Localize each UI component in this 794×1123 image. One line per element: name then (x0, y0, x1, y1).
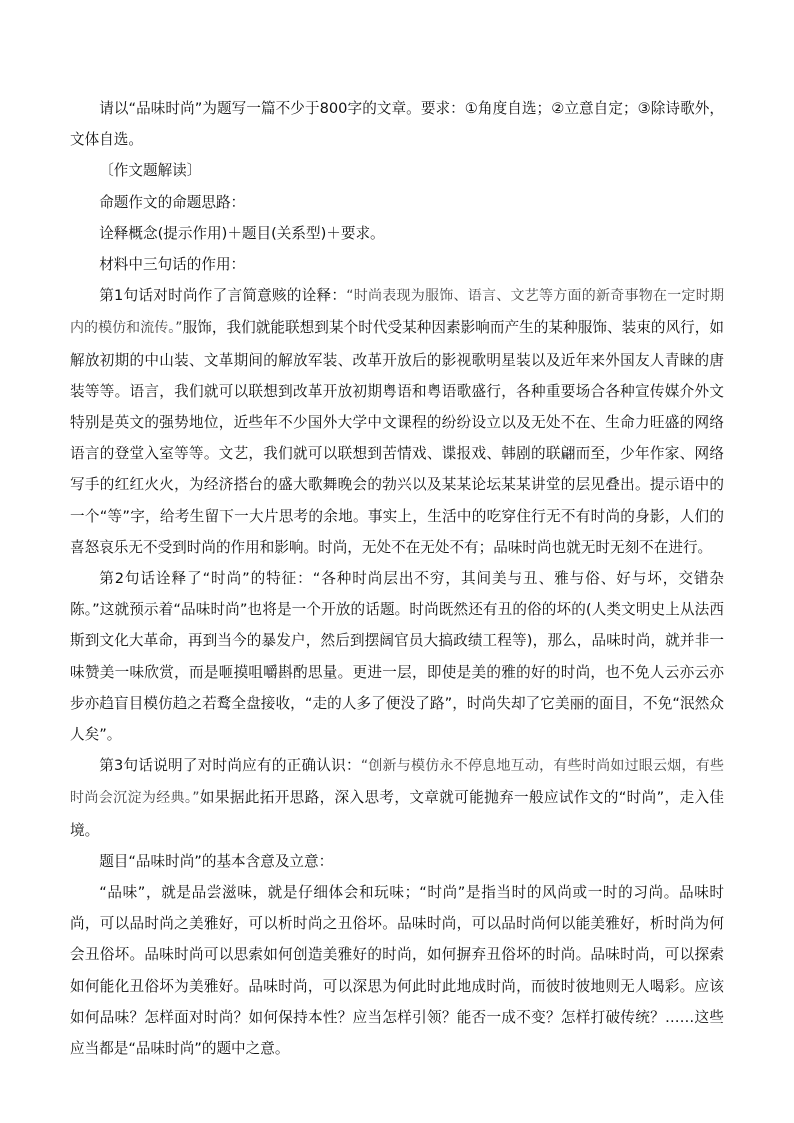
essay-prompt: 请以“品味时尚”为题写一篇不少于800字的文章。要求：①角度自选；②立意自定；③除诗歌外，文体自选。 (70, 100, 724, 149)
sentence-2-quote: “各种时尚层出不穷，其间美与丑、雅与俗、好与坏，交错杂陈。” (70, 570, 724, 619)
sentence-3-body: 如果据此拓开思路，深入思考，文章就可能抛弃一般应试作文的“时尚”，走入佳境。 (70, 789, 724, 839)
sentence-3-quote: “创新与模仿永不停息地互动，有些时尚如过眼云烟，有些时尚会沉淀为经典。” (70, 758, 724, 807)
sentence-1-body: 服饰，我们就能联想到某个时代受某种因素影响而产生的某种服饰、装束的风行，如解放初期的中山装、文革期间的解放军装、改革开放后的影视歌明星装以及近年来外国友人青睐的唐装等等。语言，我们就可以联想到改革开放初期粤语和粤语歌盛行，各种重要场合各种宣传媒介外文特别是英文的强势地位，近些年不少国外大学中文课程的纷纷设立以及无处不在、生命力旺盛的网络语言的登堂入室等等。文艺，我们就可以联想到苦情戏、谍报戏、韩剧的联翩而至，少年作家、网络写手的红红火火，为经济搭台的盛大歌舞晚会的勃兴以及某某论坛某某讲堂的层见叠出。提示语中的一个“等”字，给考生留下一大片思考的余地。事实上，生活中的吃穿住行无不有时尚的身影，人们的喜怒哀乐无不受到时尚的作用和影响。时尚，无处不在无处不有；品味时尚也就无时无刻不在进行。 (70, 319, 724, 556)
sentence-1-paragraph (70, 280, 724, 563)
approach-formula: 诠释概念(提示作用)＋题目(关系型)＋要求。 (99, 224, 385, 242)
section-heading-three-sentences: 材料中三句话的作用： (99, 256, 246, 274)
sentence-2-paragraph (70, 563, 724, 750)
sentence-1-lead: 第1句话对时尚作了言简意赅的诠释： (99, 287, 347, 305)
section-heading-meaning: 题目“品味时尚”的基本含意及立意： (99, 852, 334, 870)
document-body (70, 93, 724, 1064)
meaning-paragraph: “品味”，就是品尝滋味，就是仔细体会和玩味；“时尚”是指当时的风尚或一时的习尚。品味时尚，可以品时尚之美雅好，可以析时尚之丑俗坏。品味时尚，可以品时尚何以能美雅好，析时尚为何会丑俗坏。品味时尚可以思索如何创造美雅好的时尚，如何摒弃丑俗坏的时尚。品味时尚，可以探索如何能化丑俗坏为美雅好。品味时尚，可以深思为何此时此地成时尚，而彼时彼地则无人喝彩。应该如何品味？怎样面对时尚？如何保持本性？应当怎样引领？能否一成不变？怎样打破传统？……这些应当都是“品味时尚”的题中之意。 (70, 884, 724, 1058)
sentence-2-body: 这就预示着“品味时尚”也将是一个开放的话题。时尚既然还有丑的俗的坏的(人类文明史上从法西斯到文化大革命，再到当今的暴发户，然后到摆阔官员大搞政绩工程等)，那么，品味时尚，就并非一味赞美一味欣赏，而是咂摸咀嚼斟酌思量。更进一层，即使是美的雅的好的时尚，也不免人云亦云亦步亦趋盲目模仿趋之若鹜全盘接收，“走的人多了便没了路”，时尚失却了它美丽的面目，不免“泯然众人矣”。 (70, 601, 724, 744)
section-heading-interpretation: 〔作文题解读〕 (99, 162, 202, 180)
section-heading-approach: 命题作文的命题思路： (99, 193, 246, 211)
sentence-3-paragraph (70, 750, 724, 846)
sentence-2-lead: 第2句话诠释了“时尚”的特征： (99, 570, 313, 588)
sentence-1-quote: “时尚表现为服饰、语言、文艺等方面的新奇事物在一定时期内的模仿和流传。” (70, 288, 724, 337)
sentence-3-lead: 第3句话说明了对时尚应有的正确认识： (99, 757, 361, 775)
